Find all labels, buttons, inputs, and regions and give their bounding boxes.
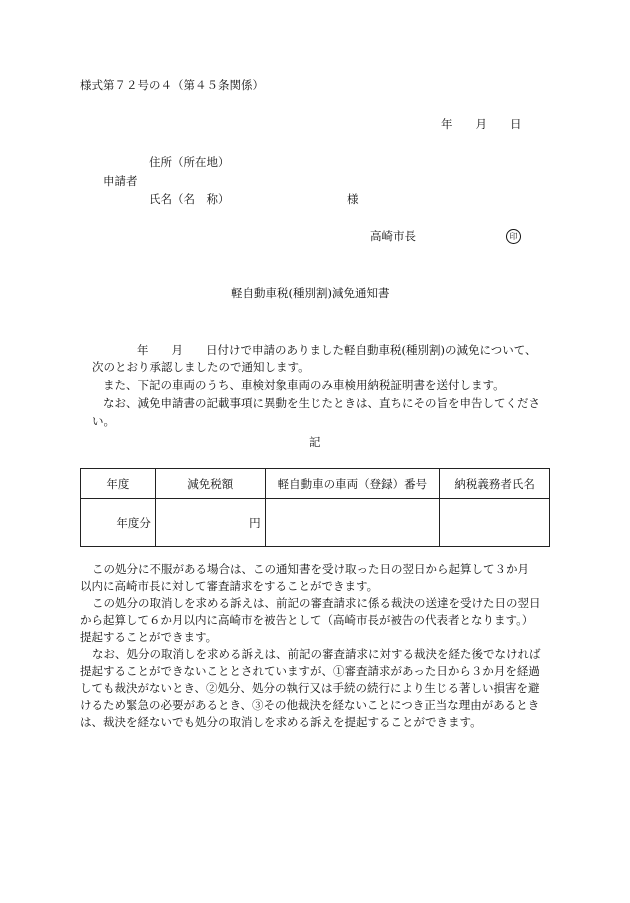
cell-year: 年度分 bbox=[81, 499, 156, 547]
notice-line-2: 以内に高崎市長に対して審査請求をすることができます。 bbox=[80, 579, 379, 593]
body-line-3: また、下記の車両のうち、車検対象車両のみ車検用納税証明書を送付します。 bbox=[103, 378, 505, 392]
table-row bbox=[81, 499, 550, 547]
header-year: 年度 bbox=[81, 469, 156, 499]
mayor-title: 高崎市長 bbox=[370, 229, 416, 243]
doc-title: 軽自動車税(種別割)減免通知書 bbox=[231, 286, 390, 300]
date-line: 年 月 日 bbox=[441, 117, 522, 131]
notice-line-1: この処分に不服がある場合は、この通知書を受け取った日の翌日から起算して３か月 bbox=[92, 562, 529, 576]
body-line-2: 次のとおり承認しましたので通知します。 bbox=[92, 360, 310, 374]
notice-line-8: しても裁決がないとき、②処分、処分の執行又は手続の続行により生じる著しい損害を避 bbox=[80, 681, 540, 695]
table-header-row bbox=[81, 469, 550, 499]
applicant-label: 申請者 bbox=[103, 174, 138, 188]
notice-line-10: は、裁決を経ないでも処分の取消しを求める訴えを提起することができます。 bbox=[80, 715, 482, 729]
honorific: 様 bbox=[347, 192, 359, 206]
address-label: 住所（所在地） bbox=[149, 155, 230, 169]
notice-line-5: 提起することができます。 bbox=[80, 630, 218, 644]
header-taxpayer-name: 納税義務者氏名 bbox=[440, 469, 550, 499]
header-reduction-amount: 減免税額 bbox=[155, 469, 265, 499]
seal-icon: 印 bbox=[506, 229, 521, 244]
body-line-4: なお、減免申請書の記載事項に異動を生じたときは、直ちにその旨を申告してくださ bbox=[103, 396, 540, 410]
notice-line-6: なお、処分の取消しを求める訴えは、前記の審査請求に対する裁決を経た後でなければ bbox=[92, 647, 541, 661]
body-line-1: 年 月 日付けで申請のありました軽自動車税(種別割)の減免について、 bbox=[137, 343, 537, 357]
ki-heading: 記 bbox=[309, 435, 321, 449]
notice-line-9: けるため緊急の必要があるとき、③その他裁決を経ないことにつき正当な理由があるとき bbox=[80, 698, 540, 712]
notice-line-3: この処分の取消しを求める訴えは、前記の審査請求に係る裁決の送達を受けた日の翌日 bbox=[92, 596, 541, 610]
name-label: 氏名（名 称） bbox=[149, 192, 230, 206]
header-vehicle-number: 軽自動車の車両（登録）番号 bbox=[265, 469, 440, 499]
cell-taxpayer-name bbox=[440, 499, 550, 547]
body-line-5: い。 bbox=[92, 414, 115, 428]
form-number: 様式第７２号の４（第４５条関係） bbox=[80, 78, 264, 92]
notice-line-7: 提起することができないこととされていますが、①審査請求があった日から３か月を経過 bbox=[80, 664, 540, 678]
cell-amount: 円 bbox=[155, 499, 265, 547]
cell-vehicle-number bbox=[265, 499, 440, 547]
notice-line-4: から起算して６か月以内に高崎市を被告として（高崎市長が被告の代表者となります。） bbox=[80, 613, 534, 627]
seal-mark bbox=[506, 229, 521, 244]
detail-table bbox=[80, 468, 550, 547]
